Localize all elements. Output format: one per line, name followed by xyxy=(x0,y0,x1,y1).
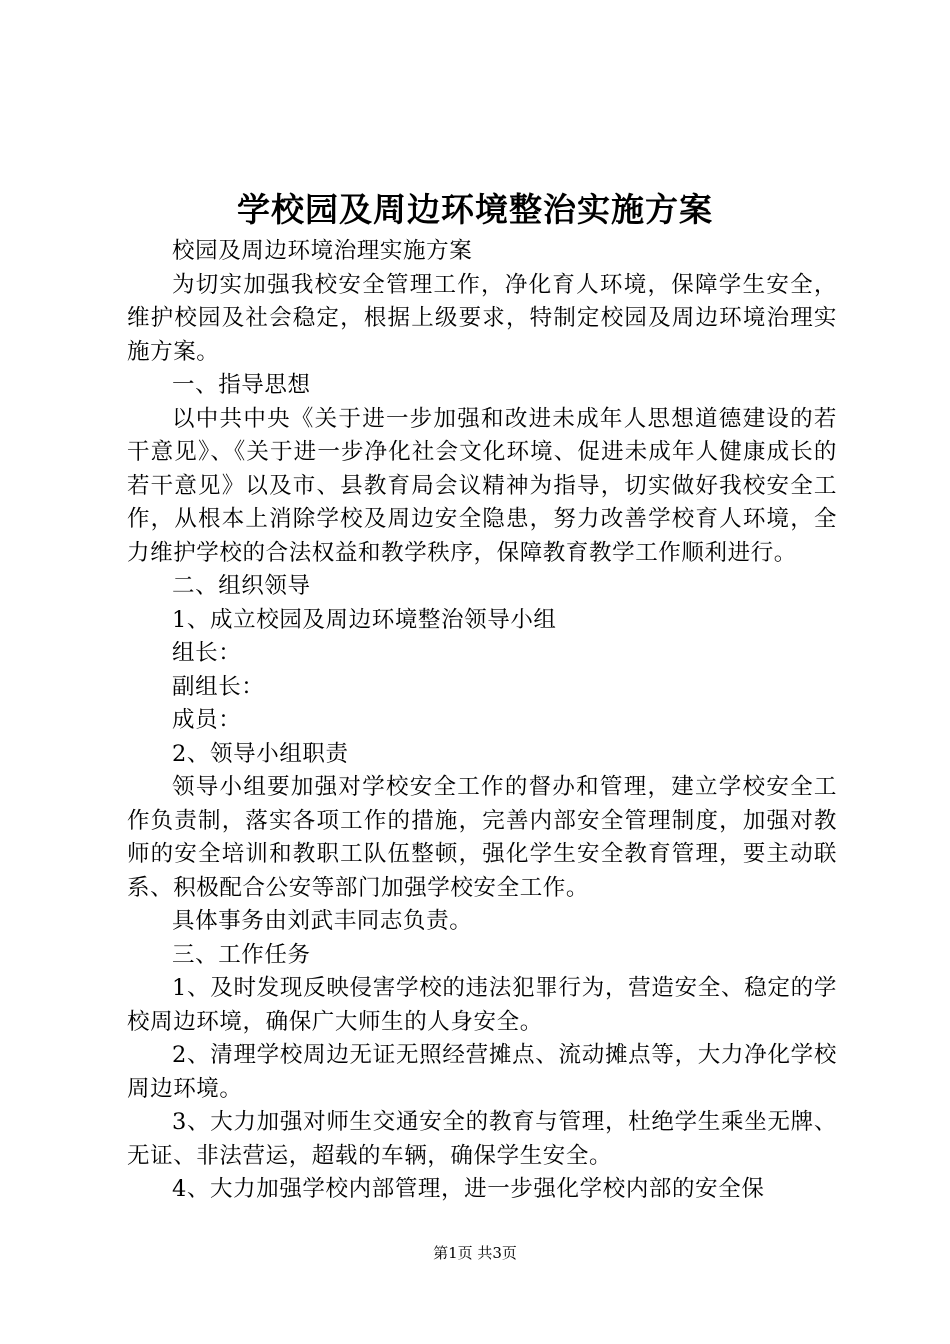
guiding-thought-paragraph: 以中共中央《关于进一步加强和改进未成年人思想道德建设的若干意见》、《关于进一步净化社会文化环境、促进未成年人健康成长的若干意见》以及市、县教育局会议精神为指导，切实做好我校安全工作，从根本上消除学校及周边安全隐患，努力改善学校育人环境，全力维护学校的合法权益和教学秩序，保障教育教学工作顺利进行。 xyxy=(127,405,837,566)
list-item-leadership-group: 1、成立校园及周边环境整治领导小组 xyxy=(172,606,557,633)
list-item-group-duties: 2、领导小组职责 xyxy=(172,740,349,767)
subtitle-paragraph: 校园及周边环境治理实施方案 xyxy=(172,238,473,264)
document-title: 学校园及周边环境整治实施方案 xyxy=(237,190,713,229)
intro-paragraph: 为切实加强我校安全管理工作，净化育人环境，保障学生安全，维护校园及社会稳定，根据上级要求，特制定校园及周边环境治理实施方案。 xyxy=(127,271,837,365)
responsible-person-line: 具体事务由刘武丰同志负责。 xyxy=(172,908,473,934)
section-heading-guiding-thought: 一、指导思想 xyxy=(172,372,311,398)
group-leader-line: 组长： xyxy=(172,640,242,666)
members-line: 成员： xyxy=(172,707,242,733)
section-heading-organization: 二、组织领导 xyxy=(172,573,311,599)
page-footer: 第1页 共3页 xyxy=(433,1244,517,1262)
deputy-leader-line: 副组长： xyxy=(172,673,265,700)
task-item-3: 3、大力加强对师生交通安全的教育与管理，杜绝学生乘坐无牌、无证、非法营运，超载的车辆，确保学生安全。 xyxy=(127,1109,837,1169)
task-item-4: 4、大力加强学校内部管理，进一步强化学校内部的安全保 xyxy=(172,1176,765,1202)
duties-paragraph: 领导小组要加强对学校安全工作的督办和管理，建立学校安全工作负责制，落实各项工作的措施，完善内部安全管理制度，加强对教师的安全培训和教职工队伍整顿，强化学生安全教育管理，要主动联系、积极配合公安等部门加强学校安全工作。 xyxy=(127,774,837,901)
task-item-2: 2、清理学校周边无证无照经营摊点、流动摊点等，大力净化学校周边环境。 xyxy=(127,1042,837,1102)
section-heading-tasks: 三、工作任务 xyxy=(172,941,311,968)
task-item-1: 1、及时发现反映侵害学校的违法犯罪行为，营造安全、稳定的学校周边环境，确保广大师生的人身安全。 xyxy=(127,975,837,1035)
document-body xyxy=(127,235,837,1207)
